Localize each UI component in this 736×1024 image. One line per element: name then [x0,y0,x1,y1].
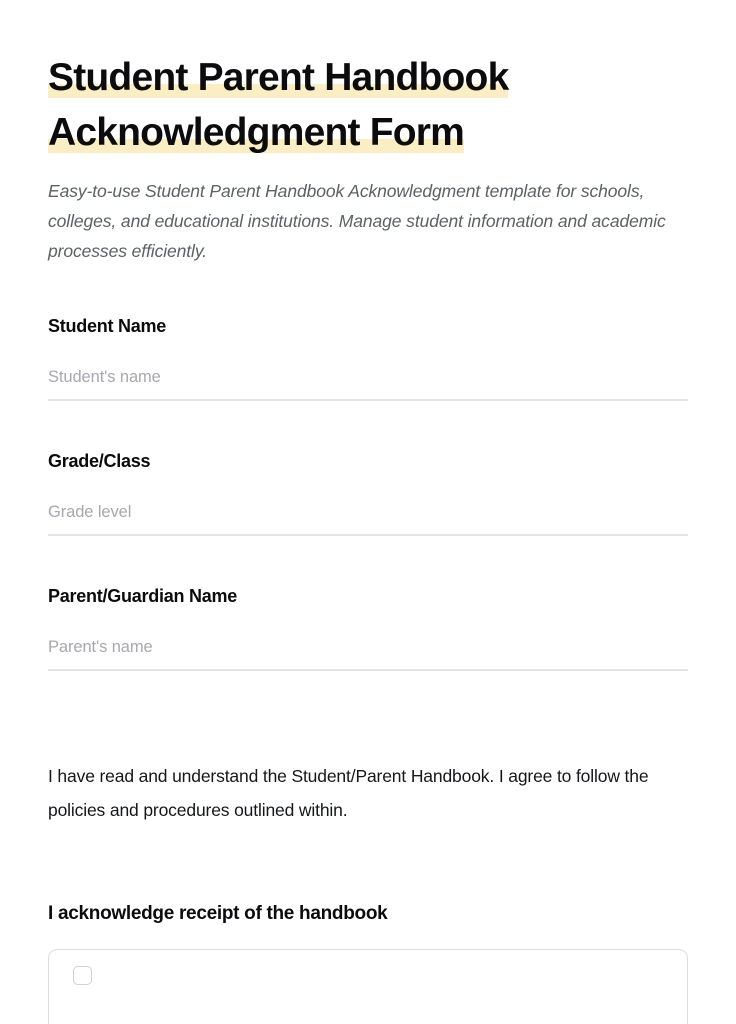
field-label-student-name: Student Name [48,316,167,336]
handbook-agreement-statement: I have read and understand the Student/Parent Handbook. I agree to follow the policies and procedures outlined within. [48,766,649,820]
parent-guardian-name-input[interactable] [48,636,688,658]
student-name-input[interactable] [48,366,688,388]
acknowledgement-card [48,949,688,1024]
field-grade-class [48,449,688,536]
field-input-wrap-parent-guardian-name [48,636,688,671]
page-title-line-2: Acknowledgment Form [48,111,465,154]
acknowledgement-option[interactable] [73,966,663,985]
acknowledgement-heading: I acknowledge receipt of the handbook [48,903,388,924]
acknowledgement-section [48,901,688,1024]
form-page [0,50,736,1024]
field-parent-guardian-name [48,584,688,671]
acknowledgement-checkbox[interactable] [73,966,92,985]
field-input-wrap-grade-class [48,501,688,536]
page-subtitle: Easy-to-use Student Parent Handbook Acknowledgment template for schools, colleges, and educational institutions. Manage student information and academic processes efficiently. [48,181,666,261]
page-title-line-1: Student Parent Handbook [48,56,509,99]
page-title [48,50,608,160]
grade-class-input[interactable] [48,501,688,523]
field-label-parent-guardian-name: Parent/Guardian Name [48,586,238,606]
field-input-wrap-student-name [48,366,688,401]
field-label-grade-class: Grade/Class [48,451,151,471]
field-student-name [48,314,688,401]
